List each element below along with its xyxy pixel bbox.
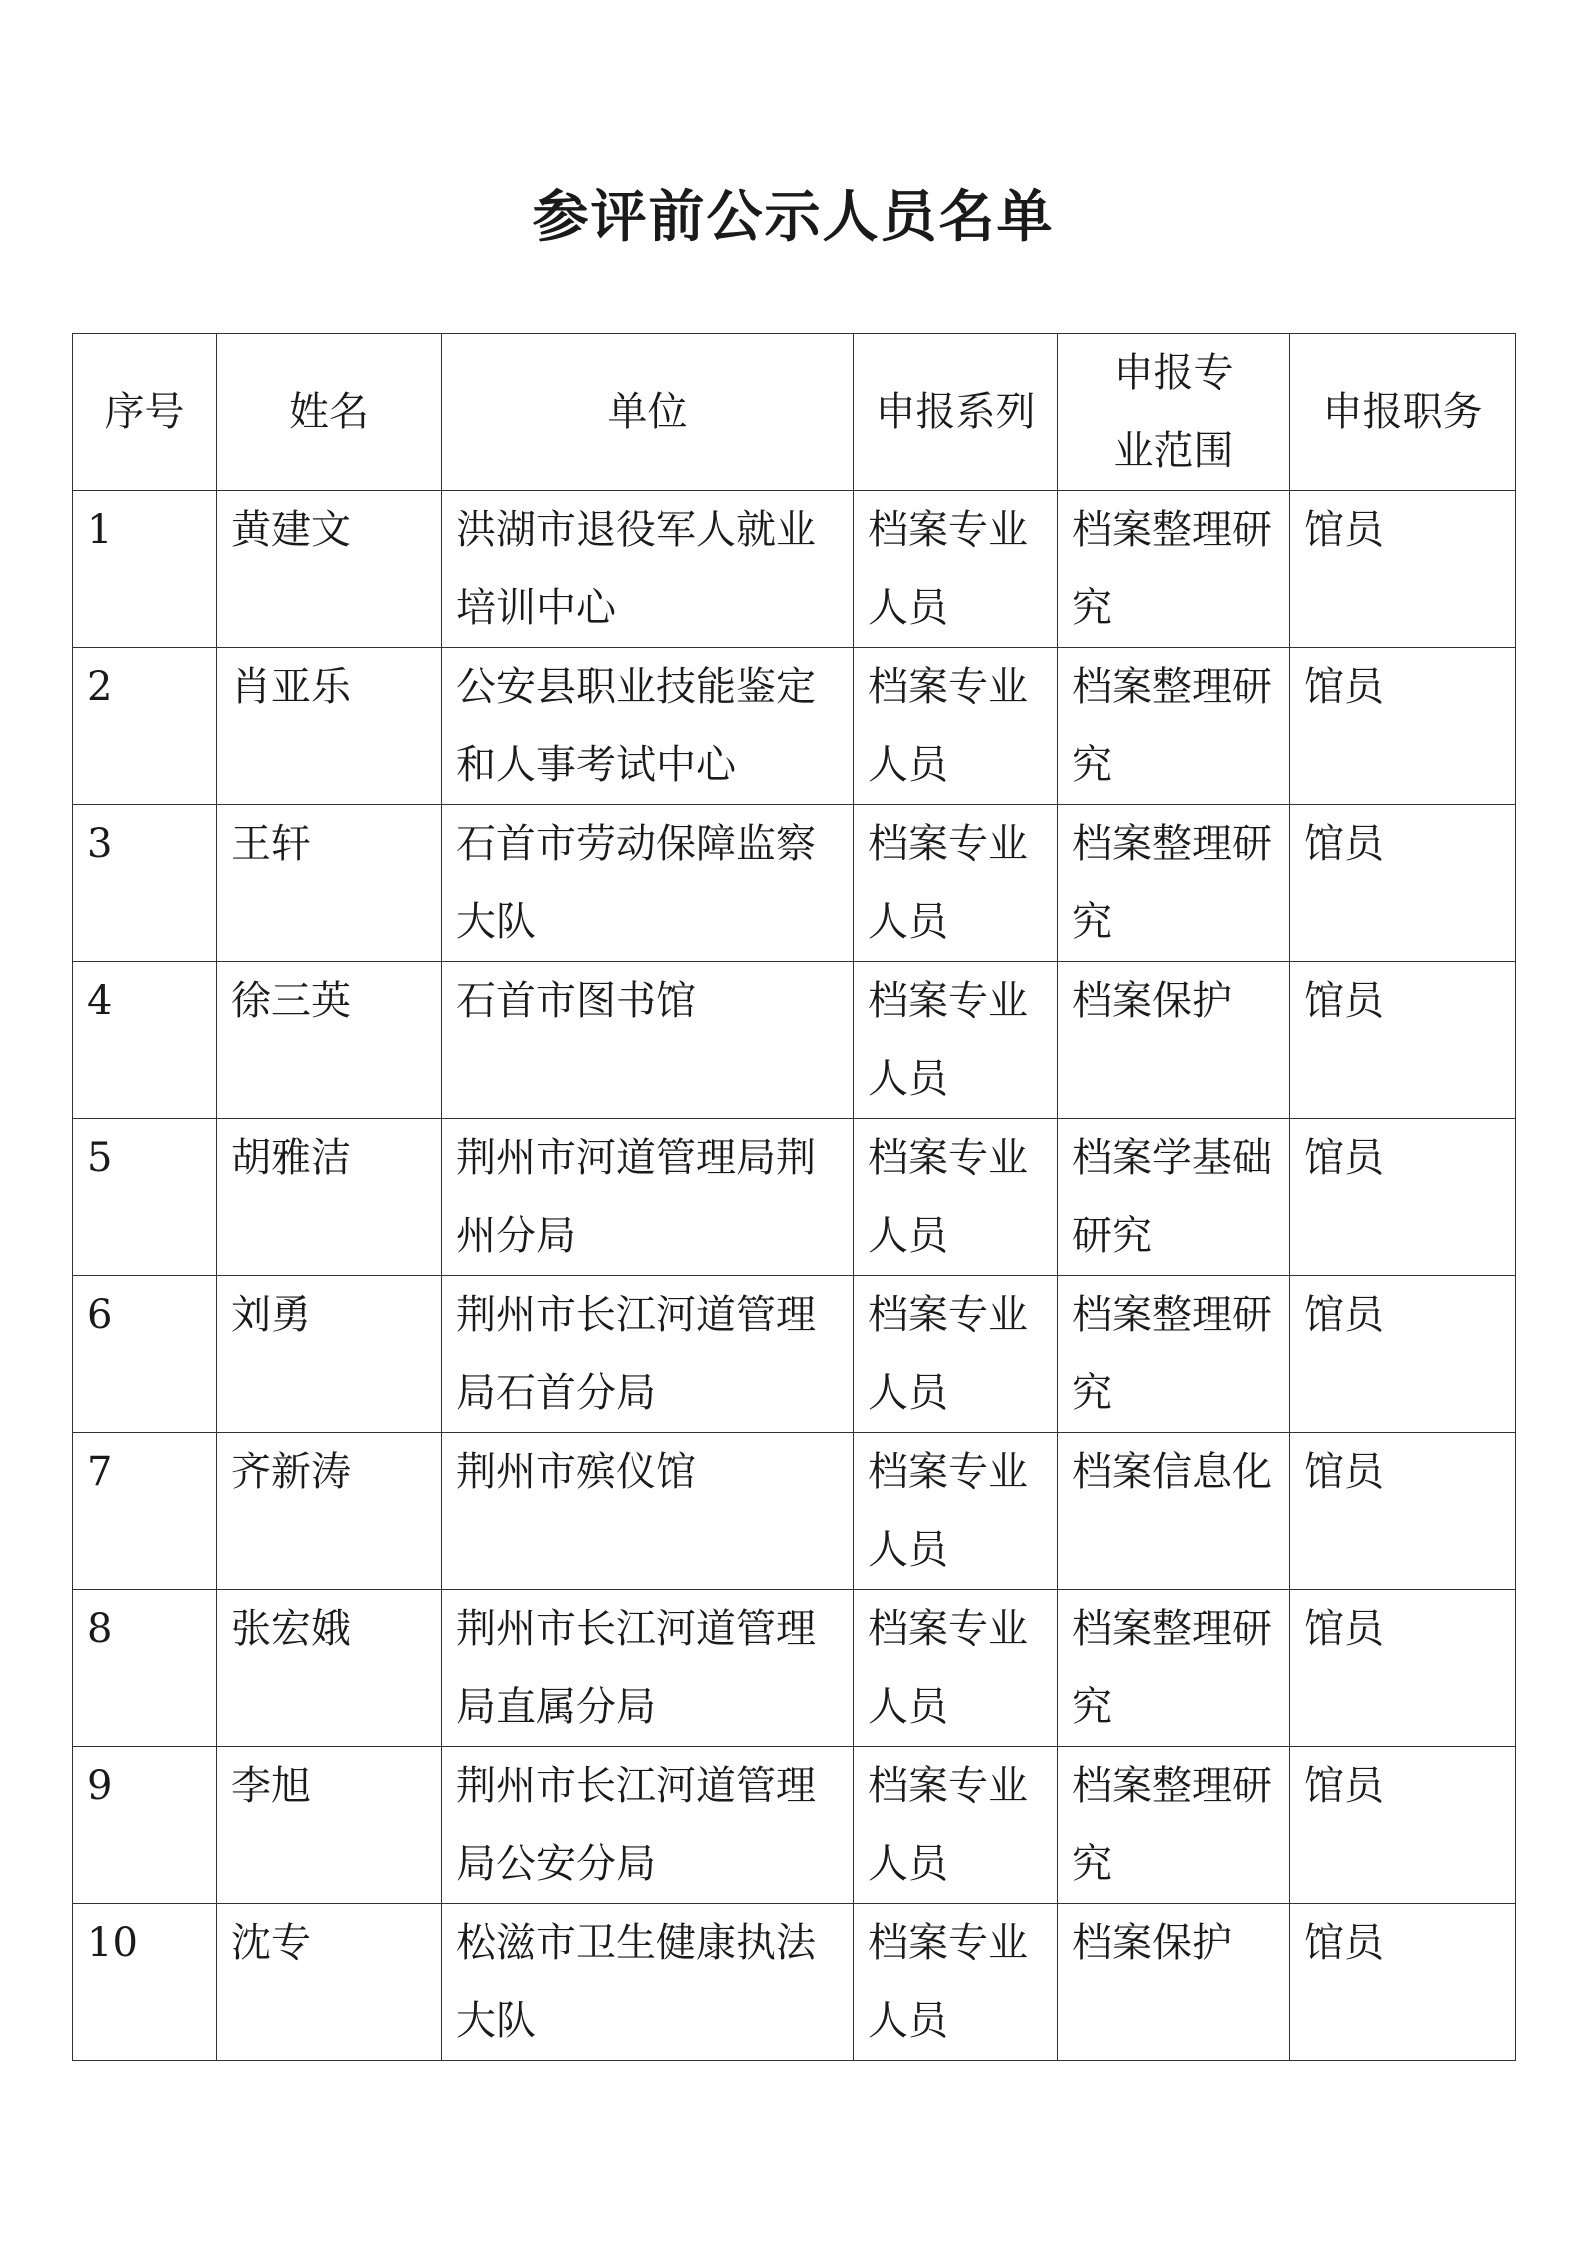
cell-name: 李旭 — [217, 1747, 442, 1904]
header-cell-series: 申报系列 — [854, 334, 1058, 491]
cell-unit: 石首市图书馆 — [442, 962, 854, 1119]
cell-name: 沈专 — [217, 1904, 442, 2061]
cell-scope: 档案学基础研究 — [1058, 1119, 1290, 1276]
cell-unit: 石首市劳动保障监察大队 — [442, 805, 854, 962]
cell-seq: 3 — [73, 805, 217, 962]
cell-seq: 7 — [73, 1433, 217, 1590]
table-row — [73, 1747, 1516, 1904]
cell-seq: 2 — [73, 648, 217, 805]
cell-scope: 档案整理研究 — [1058, 1276, 1290, 1433]
cell-position: 馆员 — [1290, 1747, 1516, 1904]
cell-series: 档案专业人员 — [854, 1119, 1058, 1276]
cell-position: 馆员 — [1290, 1433, 1516, 1590]
page-title: 参评前公示人员名单 — [532, 185, 1055, 250]
cell-unit: 荆州市河道管理局荆州分局 — [442, 1119, 854, 1276]
cell-scope: 档案整理研究 — [1058, 491, 1290, 648]
roster-table — [72, 333, 1516, 2061]
cell-position: 馆员 — [1290, 648, 1516, 805]
cell-seq: 4 — [73, 962, 217, 1119]
header-cell-unit: 单位 — [442, 334, 854, 491]
cell-seq: 6 — [73, 1276, 217, 1433]
table-row — [73, 1590, 1516, 1747]
cell-unit: 松滋市卫生健康执法大队 — [442, 1904, 854, 2061]
cell-position: 馆员 — [1290, 1904, 1516, 2061]
cell-unit: 荆州市长江河道管理局公安分局 — [442, 1747, 854, 1904]
cell-scope: 档案整理研究 — [1058, 1590, 1290, 1747]
table-body — [73, 491, 1516, 2061]
cell-series: 档案专业人员 — [854, 805, 1058, 962]
header-cell-scope: 申报专业范围 — [1058, 334, 1290, 491]
table-row — [73, 1904, 1516, 2061]
cell-position: 馆员 — [1290, 1590, 1516, 1747]
header-cell-name: 姓名 — [217, 334, 442, 491]
table-row — [73, 1433, 1516, 1590]
cell-position: 馆员 — [1290, 805, 1516, 962]
cell-scope: 档案信息化 — [1058, 1433, 1290, 1590]
cell-seq: 8 — [73, 1590, 217, 1747]
cell-unit: 荆州市殡仪馆 — [442, 1433, 854, 1590]
cell-position: 馆员 — [1290, 1119, 1516, 1276]
cell-scope: 档案保护 — [1058, 962, 1290, 1119]
cell-name: 胡雅洁 — [217, 1119, 442, 1276]
cell-scope: 档案整理研究 — [1058, 648, 1290, 805]
header-cell-seq: 序号 — [73, 334, 217, 491]
cell-series: 档案专业人员 — [854, 1747, 1058, 1904]
cell-seq: 10 — [73, 1904, 217, 2061]
cell-series: 档案专业人员 — [854, 1276, 1058, 1433]
cell-scope: 档案整理研究 — [1058, 1747, 1290, 1904]
cell-position: 馆员 — [1290, 962, 1516, 1119]
header-cell-position: 申报职务 — [1290, 334, 1516, 491]
cell-seq: 1 — [73, 491, 217, 648]
cell-series: 档案专业人员 — [854, 1590, 1058, 1747]
cell-name: 徐三英 — [217, 962, 442, 1119]
cell-name: 肖亚乐 — [217, 648, 442, 805]
cell-series: 档案专业人员 — [854, 1904, 1058, 2061]
cell-unit: 荆州市长江河道管理局直属分局 — [442, 1590, 854, 1747]
table-row — [73, 491, 1516, 648]
cell-position: 馆员 — [1290, 491, 1516, 648]
table-row — [73, 1119, 1516, 1276]
cell-seq: 9 — [73, 1747, 217, 1904]
cell-unit: 公安县职业技能鉴定和人事考试中心 — [442, 648, 854, 805]
cell-name: 黄建文 — [217, 491, 442, 648]
table-header-row — [73, 334, 1516, 491]
cell-name: 齐新涛 — [217, 1433, 442, 1590]
table-row — [73, 962, 1516, 1119]
cell-series: 档案专业人员 — [854, 962, 1058, 1119]
cell-scope: 档案保护 — [1058, 1904, 1290, 2061]
cell-seq: 5 — [73, 1119, 217, 1276]
cell-unit: 荆州市长江河道管理局石首分局 — [442, 1276, 854, 1433]
cell-series: 档案专业人员 — [854, 648, 1058, 805]
cell-name: 张宏娥 — [217, 1590, 442, 1747]
table-row — [73, 648, 1516, 805]
cell-series: 档案专业人员 — [854, 1433, 1058, 1590]
table-row — [73, 1276, 1516, 1433]
cell-scope: 档案整理研究 — [1058, 805, 1290, 962]
cell-unit: 洪湖市退役军人就业培训中心 — [442, 491, 854, 648]
cell-position: 馆员 — [1290, 1276, 1516, 1433]
cell-name: 王轩 — [217, 805, 442, 962]
cell-name: 刘勇 — [217, 1276, 442, 1433]
table-row — [73, 805, 1516, 962]
cell-series: 档案专业人员 — [854, 491, 1058, 648]
